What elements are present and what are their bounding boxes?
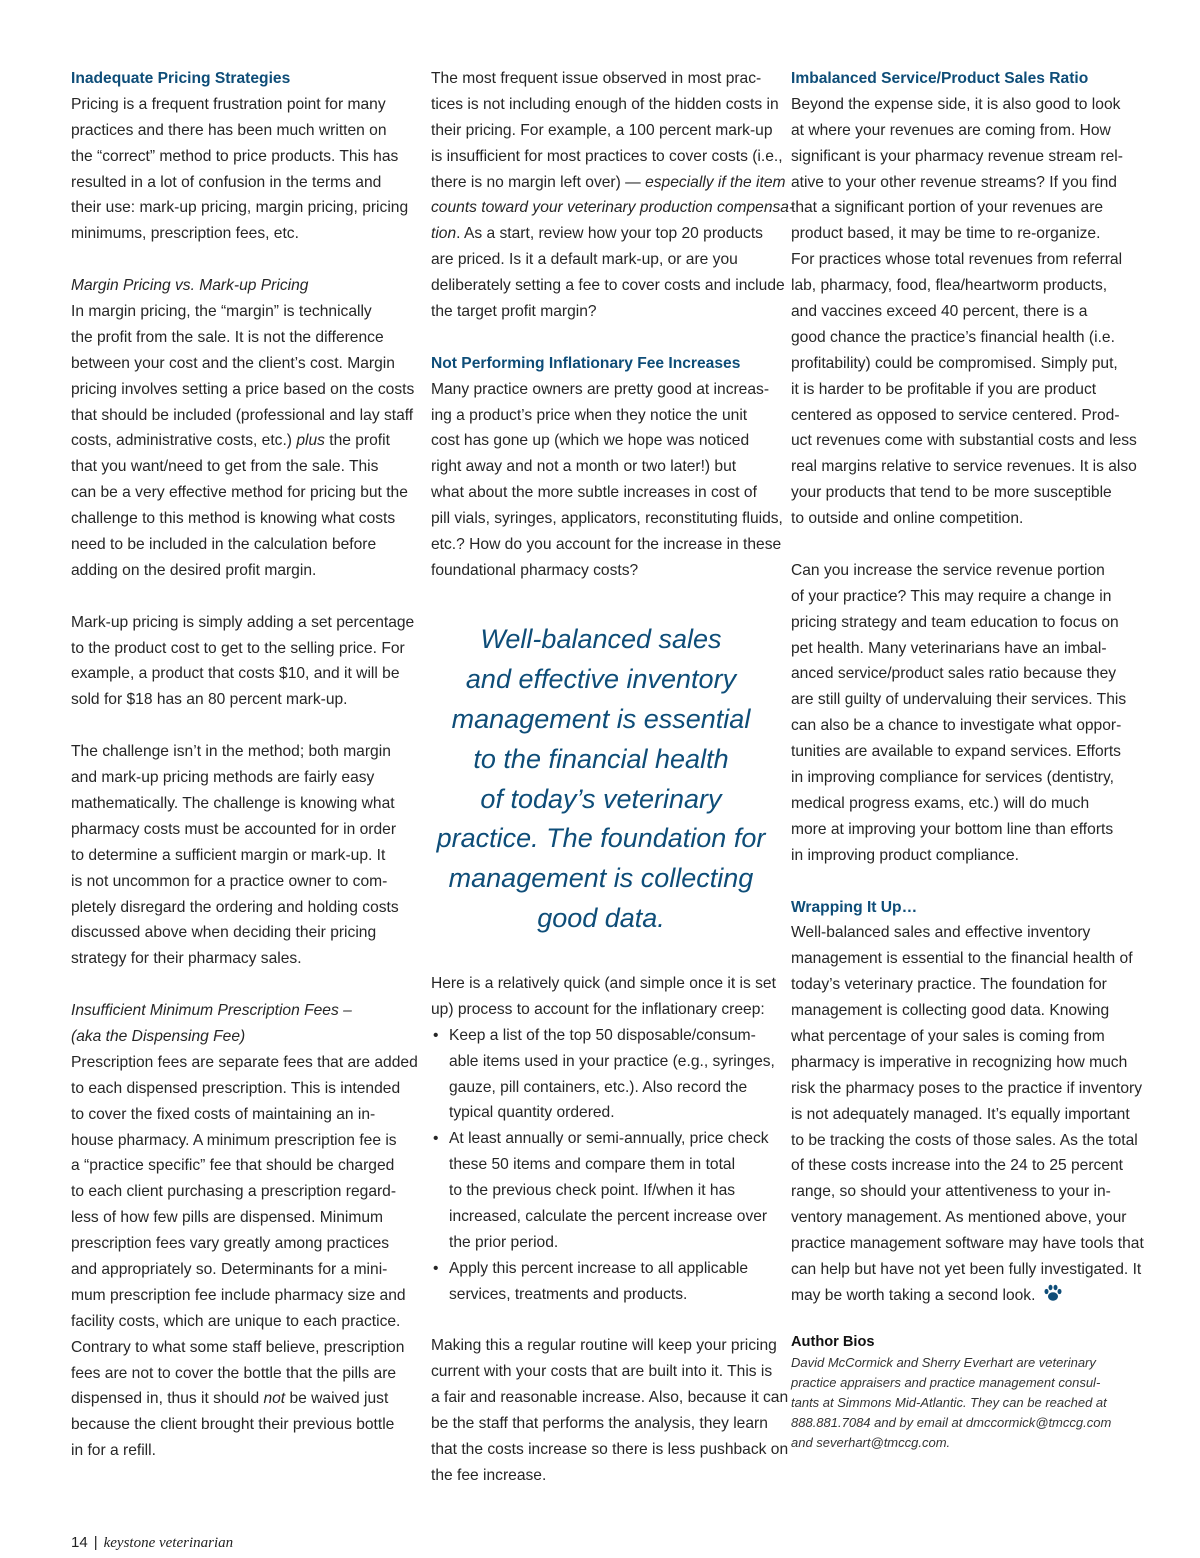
text-line: can also be a chance to investigate what oppor- [791, 717, 1122, 735]
text-line: to the product cost to get to the selling price. For [71, 639, 405, 657]
text-line: 888.881.7084 and by email at dmccormick@tmccg.com [791, 1415, 1112, 1430]
text-line: practice appraisers and practice management consul- [791, 1375, 1101, 1390]
text-line: is insufficient for most practices to cover costs (i.e., [431, 147, 783, 165]
text-line: mum prescription fee include pharmacy size and [71, 1286, 406, 1304]
text-line: dispensed in, thus it should not be waived just [71, 1390, 389, 1408]
bullet-icon: • [433, 1026, 439, 1044]
text-line: and severhart@tmccg.com. [791, 1435, 951, 1450]
paragraph [791, 92, 1137, 532]
text-line: significant is your pharmacy revenue stream rel- [791, 147, 1123, 165]
list-item [431, 1023, 775, 1127]
heading-wrapping-up: Wrapping It Up… [791, 898, 918, 916]
paragraph [71, 610, 415, 714]
paragraph [431, 1333, 789, 1488]
text-line: Can you increase the service revenue portion [791, 561, 1105, 579]
paragraph [71, 739, 411, 972]
text-line: Well-balanced sales and effective inventory [791, 924, 1091, 942]
text-line: is not uncommon for a practice owner to com- [71, 872, 388, 890]
text-line: their pricing. For example, a 100 percent mark-up [431, 121, 773, 139]
column-1 [71, 66, 418, 1464]
text-line: medical progress exams, etc.) will do much [791, 794, 1090, 812]
pull-quote-line: and effective inventory [465, 663, 737, 694]
text-line: that a significant portion of your revenues are [791, 199, 1104, 217]
text-line: what percentage of your sales is coming from [791, 1027, 1105, 1045]
text-line: in improving product compliance. [791, 846, 1019, 864]
text-line: the “correct” method to price products. This has [71, 147, 399, 165]
text-line: ing a product’s price when they notice the unit [431, 406, 748, 424]
text-line: uct revenues come with substantial costs and less [791, 432, 1137, 450]
text-line: Pricing is a frequent frustration point for many [71, 95, 386, 113]
pull-quote [431, 620, 771, 939]
text-line: a fair and reasonable increase. Also, because it can [431, 1389, 789, 1407]
pull-quote-line: to the financial health [473, 743, 729, 774]
text-line: sold for $18 has an 80 percent mark-up. [71, 691, 348, 709]
text-line: up) process to account for the inflationary creep: [431, 1000, 765, 1018]
text-line: etc.? How do you account for the increase in these [431, 536, 782, 554]
text-line: tices is not including enough of the hidden costs in [431, 95, 779, 113]
text-line: mathematically. The challenge is knowing what [71, 794, 395, 812]
text-line: Apply this percent increase to all applicable [449, 1259, 749, 1277]
list-item [431, 1126, 771, 1255]
text-line: At least annually or semi-annually, price check [449, 1130, 769, 1148]
text-line: more at improving your bottom line than efforts [791, 820, 1114, 838]
column-2 [431, 66, 795, 584]
text-line: typical quantity ordered. [449, 1104, 615, 1122]
heading-inflationary-fee: Not Performing Inflationary Fee Increases [431, 354, 741, 372]
text-line: in for a refill. [71, 1442, 156, 1460]
paragraph [71, 1050, 418, 1464]
paragraph [791, 558, 1131, 869]
text-line: Mark-up pricing is simply adding a set percentage [71, 613, 415, 631]
text-line: Keep a list of the top 50 disposable/consum- [449, 1026, 756, 1044]
text-line: and mark-up pricing methods are fairly easy [71, 769, 375, 787]
text-line: centered as opposed to service centered. Prod- [791, 406, 1120, 424]
text-line: and appropriately so. Determinants for a mini- [71, 1260, 388, 1278]
text-line: may be worth taking a second look. [791, 1283, 1131, 1309]
text-line: challenge to this method is knowing what costs [71, 510, 396, 528]
magazine-name: keystone veterinarian [103, 1535, 234, 1551]
text-line: real margins relative to service revenues. It is also [791, 458, 1137, 476]
text-line: that you want/need to get from the sale. This [71, 458, 379, 476]
text-line: For practices whose total revenues from referral [791, 251, 1123, 269]
text-line: that the costs increase so there is less pushback on [431, 1441, 789, 1459]
text-line: Here is a relatively quick (and simple once it is set [431, 975, 776, 992]
text-line: to outside and online competition. [791, 510, 1024, 528]
text-line: foundational pharmacy costs? [431, 561, 639, 579]
text-line: is not adequately managed. It’s equally important [791, 1105, 1130, 1123]
text-line: a “practice specific” fee that should be charged [71, 1157, 395, 1175]
paragraph [431, 971, 776, 1023]
text-line: The challenge isn’t in the method; both margin [71, 743, 391, 761]
text-line: adding on the desired profit margin. [71, 561, 317, 579]
footer-separator: | [93, 1534, 98, 1551]
text-line: good chance the practice’s financial health (i.e. [791, 328, 1115, 346]
text-line: The most frequent issue observed in most prac- [431, 70, 762, 87]
text-line: pet health. Many veterinarians have an imbal- [791, 639, 1107, 657]
bullet-icon: • [433, 1130, 439, 1148]
text-line: to each client purchasing a prescription regard- [71, 1183, 397, 1201]
text-line: services, treatments and products. [449, 1285, 688, 1303]
text-line: it is harder to be profitable if you are product [791, 380, 1097, 398]
page-footer [71, 1534, 233, 1552]
text-line: pricing strategy and team education to focus on [791, 613, 1119, 631]
text-line: of these costs increase into the 24 to 25 percent [791, 1157, 1124, 1175]
text-line: right away and not a month or two later!) but [431, 458, 737, 476]
author-bios-text [791, 1353, 1136, 1453]
text-line: tants at Simmons Mid-Atlantic. They can be reached at [791, 1395, 1107, 1410]
text-line: pharmacy is imperative in recognizing how much [791, 1053, 1128, 1071]
text-line: deliberately setting a fee to cover costs and include [431, 277, 785, 295]
column-3 [791, 66, 1144, 1309]
text-line: there is no margin left over) — especially if the item [431, 173, 786, 191]
pull-quote-line: management is essential [451, 703, 751, 734]
text-line: less of how few pills are dispensed. Minimum [71, 1209, 384, 1227]
text-line: your products that tend to be more susceptible [791, 484, 1112, 502]
text-line: current with your costs that are built into it. This is [431, 1363, 773, 1381]
text-line: at where your revenues are coming from. How [791, 121, 1111, 139]
text-line: costs, administrative costs, etc.) plus the profit [71, 432, 390, 450]
text-line: the fee increase. [431, 1466, 547, 1484]
text-line: lab, pharmacy, food, flea/heartworm products, [791, 277, 1108, 295]
text-line: between your cost and the client’s cost. Margin [71, 354, 395, 372]
text-line: pharmacy costs must be accounted for in order [71, 820, 397, 838]
text-line: to the previous check point. If/when it has [449, 1182, 736, 1200]
text-line: strategy for their pharmacy sales. [71, 950, 302, 968]
text-line: anced service/product sales ratio because they [791, 665, 1117, 683]
text-line: able items used in your practice (e.g., syringes, [449, 1052, 775, 1070]
paragraph [71, 299, 415, 584]
text-line: profitability) could be compromised. Simply put, [791, 354, 1118, 372]
text-line: these 50 items and compare them in total [449, 1156, 736, 1174]
text-line: management is essential to the financial health of [791, 950, 1133, 968]
text-line: increased, calculate the percent increase over [449, 1208, 768, 1226]
text-line: of your practice? This may require a change in [791, 587, 1112, 605]
text-line: to determine a sufficient margin or mark-up. It [71, 846, 386, 864]
text-line: their use: mark-up pricing, margin pricing, pricing [71, 199, 409, 217]
text-line: range, so should your attentiveness to your in- [791, 1183, 1111, 1201]
text-line: practices and there has been much written on [71, 121, 387, 139]
text-line: house pharmacy. A minimum prescription fee is [71, 1131, 397, 1149]
text-line: are still guilty of undervaluing their services. This [791, 691, 1127, 709]
text-line: fees are not to cover the bottle that the pills are [71, 1364, 397, 1382]
text-line: Making this a regular routine will keep your pricing [431, 1337, 777, 1355]
bullet-icon: • [433, 1259, 439, 1277]
text-line: risk the pharmacy poses to the practice if inventory [791, 1079, 1143, 1097]
text-line: Contrary to what some staff believe, prescription [71, 1338, 405, 1356]
text-line: to cover the fixed costs of maintaining an in- [71, 1105, 376, 1123]
text-line: to each dispensed prescription. This is intended [71, 1079, 401, 1097]
text-line: discussed above when deciding their pricing [71, 924, 377, 942]
text-line: in improving compliance for services (dentistry, [791, 769, 1114, 787]
author-bios [791, 1331, 1136, 1453]
text-line: the target profit margin? [431, 303, 597, 321]
subheading-min-prescription-fees-2: (aka the Dispensing Fee) [71, 1027, 246, 1045]
text-line: example, a product that costs $10, and it will be [71, 665, 400, 683]
text-line: are priced. Is it a default mark-up, or are you [431, 251, 738, 269]
pull-quote-line: good data. [537, 903, 665, 934]
text-line: minimums, prescription fees, etc. [71, 225, 299, 243]
pull-quote-line: Well-balanced sales [480, 624, 722, 654]
heading-inadequate-pricing: Inadequate Pricing Strategies [71, 70, 291, 87]
paragraph [71, 92, 411, 247]
text-line: In margin pricing, the “margin” is technically [71, 303, 372, 321]
text-line: to be tracking the costs of those sales. As the total [791, 1131, 1138, 1149]
text-line: because the client brought their previous bottle [71, 1416, 395, 1434]
text-line: pill vials, syringes, applicators, reconstituting fluids, [431, 510, 783, 528]
text-line: ventory management. As mentioned above, your [791, 1209, 1127, 1227]
text-line: product based, it may be time to re-organize. [791, 225, 1101, 243]
text-line: today’s veterinary practice. The foundation for [791, 976, 1107, 994]
text-line: what about the more subtle increases in cost of [431, 484, 757, 502]
paragraph [791, 920, 1144, 1308]
paragraph [431, 66, 795, 325]
text-line: gauze, pill containers, etc.). Also record the [449, 1078, 748, 1096]
text-line: tunities are available to expand services. Efforts [791, 743, 1121, 761]
text-line: pricing involves setting a price based on the costs [71, 380, 415, 398]
subheading-margin-vs-markup: Margin Pricing vs. Mark-up Pricing [71, 277, 309, 295]
text-line: Beyond the expense side, it is also good to look [791, 95, 1121, 113]
text-line: David McCormick and Sherry Everhart are veterinary [791, 1355, 1096, 1370]
text-line: need to be included in the calculation before [71, 536, 377, 554]
text-line: resulted in a lot of confusion in the terms and [71, 173, 382, 191]
bullet-list [431, 1023, 775, 1308]
text-line: and vaccines exceed 40 percent, there is a [791, 303, 1088, 321]
text-line: Many practice owners are pretty good at increas- [431, 380, 770, 398]
author-bios-heading: Author Bios [791, 1334, 875, 1350]
text-line: prescription fees vary greatly among practices [71, 1235, 390, 1253]
text-line: that should be included (professional and lay staff [71, 406, 414, 424]
list-item [431, 1256, 771, 1308]
text-line: counts toward your veterinary production compensa- [431, 199, 795, 217]
column-2-lower [431, 971, 789, 1489]
page-number: 14 [71, 1534, 88, 1551]
heading-imbalanced-ratio: Imbalanced Service/Product Sales Ratio [791, 70, 1089, 87]
pull-quote-line: of today’s veterinary [480, 783, 722, 814]
subheading-min-prescription-fees: Insufficient Minimum Prescription Fees – [71, 1002, 352, 1020]
text-line: tion. As a start, review how your top 20 products [431, 225, 763, 243]
text-line: facility costs, which are unique to each practice. [71, 1312, 401, 1330]
paw-print-icon [1043, 1284, 1063, 1302]
pull-quote-line: practice. The foundation for [436, 823, 766, 854]
text-line: ative to your other revenue streams? If you find [791, 173, 1117, 191]
text-line: management is collecting good data. Knowing [791, 1002, 1110, 1020]
text-line: Prescription fees are separate fees that are added [71, 1053, 418, 1071]
text-line: can be a very effective method for pricing but the [71, 484, 408, 502]
text-line: the profit from the sale. It is not the difference [71, 328, 384, 346]
text-line: can help but have not yet been fully investigated. It [791, 1260, 1142, 1278]
text-line: be the staff that performs the analysis, they learn [431, 1415, 768, 1433]
paragraph [431, 377, 783, 584]
text-line: the prior period. [449, 1233, 559, 1251]
pull-quote-line: management is collecting [448, 863, 754, 894]
text-line: practice management software may have tools that [791, 1235, 1144, 1253]
text-line: pletely disregard the ordering and holding costs [71, 898, 399, 916]
text-line: cost has gone up (which we hope was noticed [431, 432, 750, 450]
